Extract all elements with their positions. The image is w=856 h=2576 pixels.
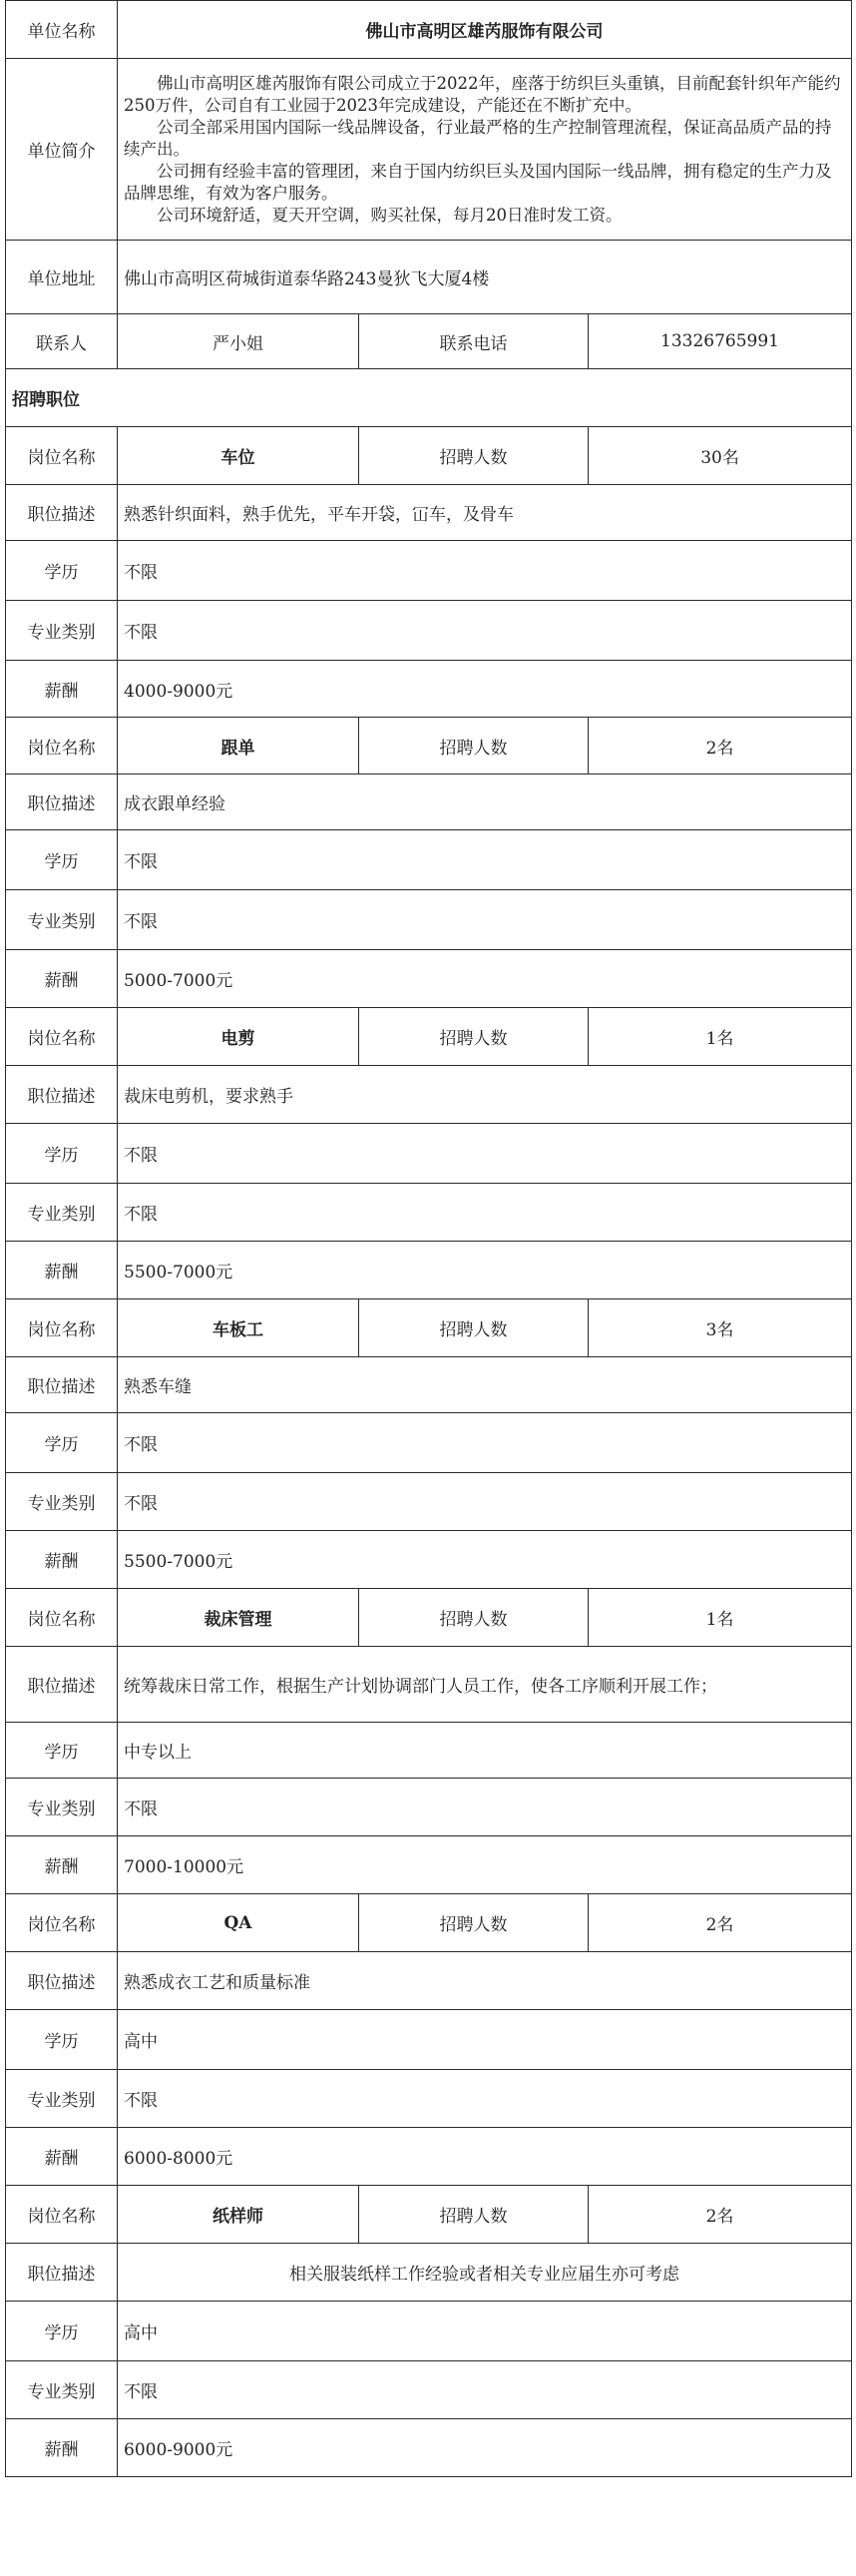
job-description-label: 职位描述 xyxy=(6,1357,118,1413)
headcount-label: 招聘人数 xyxy=(359,1589,589,1647)
headcount-value: 2名 xyxy=(589,2186,852,2244)
job-description-value: 熟悉针织面料，熟手优先，平车开袋，冚车，及骨车 xyxy=(118,485,852,541)
job-header-row xyxy=(6,427,852,485)
major-category-label: 专业类别 xyxy=(6,1779,118,1836)
job-description-label: 职位描述 xyxy=(6,1647,118,1723)
education-label: 学历 xyxy=(6,1723,118,1779)
salary-value: 5000-7000元 xyxy=(118,950,852,1008)
recruitment-table xyxy=(5,0,852,2477)
headcount-label: 招聘人数 xyxy=(359,427,589,485)
position-label: 岗位名称 xyxy=(6,2186,118,2244)
salary-value: 4000-9000元 xyxy=(118,661,852,718)
job-description-value: 熟悉车缝 xyxy=(118,1357,852,1413)
education-row xyxy=(6,2010,852,2070)
job-header-row xyxy=(6,1008,852,1066)
education-label: 学历 xyxy=(6,1124,118,1184)
position-name: 车板工 xyxy=(118,1299,359,1357)
major-category-value: 不限 xyxy=(118,1779,852,1836)
section-title: 招聘职位 xyxy=(6,369,852,427)
education-row xyxy=(6,541,852,601)
major-category-row xyxy=(6,1779,852,1836)
salary-value: 6000-9000元 xyxy=(118,2419,852,2477)
major-category-row xyxy=(6,2070,852,2128)
position-name: 裁床管理 xyxy=(118,1589,359,1647)
salary-value: 7000-10000元 xyxy=(118,1836,852,1894)
job-header-row xyxy=(6,718,852,774)
headcount-label: 招聘人数 xyxy=(359,1894,589,1952)
job-description-label: 职位描述 xyxy=(6,1952,118,2010)
position-name: 车位 xyxy=(118,427,359,485)
salary-label: 薪酬 xyxy=(6,2128,118,2186)
intro-paragraph: 公司环境舒适，夏天开空调，购买社保，每月20日准时发工资。 xyxy=(157,205,623,225)
job-description-row xyxy=(6,1357,852,1413)
education-row xyxy=(6,2302,852,2361)
major-category-row xyxy=(6,890,852,950)
headcount-value: 30名 xyxy=(589,427,852,485)
company-intro xyxy=(118,59,852,241)
position-label: 岗位名称 xyxy=(6,1894,118,1952)
job-description-row xyxy=(6,485,852,541)
major-category-row xyxy=(6,2361,852,2419)
major-category-value: 不限 xyxy=(118,1184,852,1242)
education-label: 学历 xyxy=(6,830,118,890)
headcount-value: 1名 xyxy=(589,1008,852,1066)
company-name-label: 单位名称 xyxy=(6,1,118,59)
intro-paragraph: 佛山市高明区雄芮服饰有限公司成立于2022年，座落于纺织巨头重镇，目前配套针织年产能约250万件，公司自有工业园于2023年完成建设，产能还在不断扩充中。 xyxy=(124,73,841,115)
position-name: 电剪 xyxy=(118,1008,359,1066)
salary-row xyxy=(6,1836,852,1894)
job-description-value: 成衣跟单经验 xyxy=(118,774,852,830)
job-description-value: 统筹裁床日常工作，根据生产计划协调部门人员工作，使各工序顺利开展工作； xyxy=(118,1647,852,1723)
job-description-label: 职位描述 xyxy=(6,2244,118,2302)
education-label: 学历 xyxy=(6,541,118,601)
company-address-label: 单位地址 xyxy=(6,241,118,314)
education-value: 中专以上 xyxy=(118,1723,852,1779)
major-category-value: 不限 xyxy=(118,601,852,661)
education-label: 学历 xyxy=(6,2010,118,2070)
education-value: 不限 xyxy=(118,830,852,890)
job-header-row xyxy=(6,1894,852,1952)
salary-label: 薪酬 xyxy=(6,661,118,718)
headcount-label: 招聘人数 xyxy=(359,2186,589,2244)
salary-row xyxy=(6,661,852,718)
salary-row xyxy=(6,1242,852,1299)
major-category-label: 专业类别 xyxy=(6,2361,118,2419)
company-name: 佛山市高明区雄芮服饰有限公司 xyxy=(118,1,852,59)
education-value: 高中 xyxy=(118,2302,852,2361)
intro-paragraph: 公司全部采用国内国际一线品牌设备，行业最严格的生产控制管理流程，保证高品质产品的持续产出。 xyxy=(124,117,832,159)
job-header-row xyxy=(6,1299,852,1357)
salary-row xyxy=(6,1531,852,1589)
education-value: 不限 xyxy=(118,1124,852,1184)
education-value: 高中 xyxy=(118,2010,852,2070)
salary-row xyxy=(6,2128,852,2186)
job-description-row xyxy=(6,1952,852,2010)
salary-label: 薪酬 xyxy=(6,1242,118,1299)
job-description-row xyxy=(6,2244,852,2302)
headcount-label: 招聘人数 xyxy=(359,1299,589,1357)
position-label: 岗位名称 xyxy=(6,1589,118,1647)
education-row xyxy=(6,1413,852,1473)
major-category-value: 不限 xyxy=(118,1473,852,1531)
salary-label: 薪酬 xyxy=(6,2419,118,2477)
salary-label: 薪酬 xyxy=(6,1531,118,1589)
salary-label: 薪酬 xyxy=(6,1836,118,1894)
phone-number: 13326765991 xyxy=(589,314,852,369)
salary-row xyxy=(6,950,852,1008)
education-value: 不限 xyxy=(118,541,852,601)
intro-paragraph: 公司拥有经验丰富的管理团，来自于国内纺织巨头及国内国际一线品牌，拥有稳定的生产力及品牌思维，有效为客户服务。 xyxy=(124,161,832,203)
job-header-row xyxy=(6,1589,852,1647)
job-description-value: 相关服装纸样工作经验或者相关专业应届生亦可考虑 xyxy=(118,2244,852,2302)
position-name: 纸样师 xyxy=(118,2186,359,2244)
company-intro-label: 单位简介 xyxy=(6,59,118,241)
salary-value: 6000-8000元 xyxy=(118,2128,852,2186)
headcount-value: 1名 xyxy=(589,1589,852,1647)
major-category-value: 不限 xyxy=(118,890,852,950)
education-label: 学历 xyxy=(6,1413,118,1473)
major-category-row xyxy=(6,1473,852,1531)
major-category-label: 专业类别 xyxy=(6,1473,118,1531)
job-description-value: 熟悉成衣工艺和质量标准 xyxy=(118,1952,852,2010)
position-name: QA xyxy=(118,1894,359,1952)
position-label: 岗位名称 xyxy=(6,1008,118,1066)
salary-label: 薪酬 xyxy=(6,950,118,1008)
salary-row xyxy=(6,2419,852,2477)
major-category-label: 专业类别 xyxy=(6,601,118,661)
major-category-label: 专业类别 xyxy=(6,890,118,950)
job-description-label: 职位描述 xyxy=(6,774,118,830)
phone-label: 联系电话 xyxy=(359,314,589,369)
job-description-value: 裁床电剪机，要求熟手 xyxy=(118,1066,852,1124)
contact-person: 严小姐 xyxy=(118,314,359,369)
major-category-label: 专业类别 xyxy=(6,1184,118,1242)
major-category-value: 不限 xyxy=(118,2361,852,2419)
position-label: 岗位名称 xyxy=(6,1299,118,1357)
company-address: 佛山市高明区荷城街道泰华路243曼狄飞大厦4楼 xyxy=(118,241,852,314)
salary-value: 5500-7000元 xyxy=(118,1242,852,1299)
job-header-row xyxy=(6,2186,852,2244)
job-description-label: 职位描述 xyxy=(6,485,118,541)
education-row xyxy=(6,1723,852,1779)
headcount-value: 3名 xyxy=(589,1299,852,1357)
headcount-label: 招聘人数 xyxy=(359,718,589,774)
headcount-value: 2名 xyxy=(589,1894,852,1952)
job-description-label: 职位描述 xyxy=(6,1066,118,1124)
education-label: 学历 xyxy=(6,2302,118,2361)
position-name: 跟单 xyxy=(118,718,359,774)
major-category-label: 专业类别 xyxy=(6,2070,118,2128)
job-description-row xyxy=(6,774,852,830)
major-category-value: 不限 xyxy=(118,2070,852,2128)
education-row xyxy=(6,1124,852,1184)
position-label: 岗位名称 xyxy=(6,427,118,485)
position-label: 岗位名称 xyxy=(6,718,118,774)
headcount-label: 招聘人数 xyxy=(359,1008,589,1066)
education-row xyxy=(6,830,852,890)
major-category-row xyxy=(6,1184,852,1242)
contact-label: 联系人 xyxy=(6,314,118,369)
job-description-row xyxy=(6,1647,852,1723)
headcount-value: 2名 xyxy=(589,718,852,774)
salary-value: 5500-7000元 xyxy=(118,1531,852,1589)
job-description-row xyxy=(6,1066,852,1124)
education-value: 不限 xyxy=(118,1413,852,1473)
major-category-row xyxy=(6,601,852,661)
